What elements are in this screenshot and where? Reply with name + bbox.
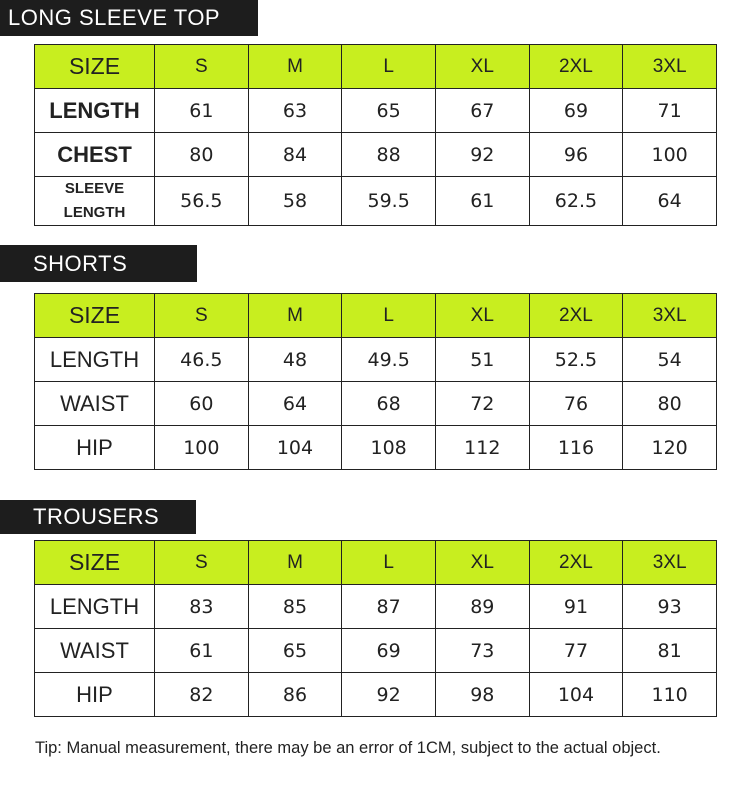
value-cell: 51: [435, 338, 529, 382]
value-cell: 85: [248, 585, 342, 629]
section-banner-long-sleeve-top: [0, 0, 258, 36]
section-title: SHORTS: [33, 250, 128, 276]
header-cell: 3XL: [623, 294, 717, 338]
table-row: [35, 673, 717, 717]
header-cell: M: [248, 45, 342, 89]
value-cell: 68: [342, 382, 436, 426]
value-cell: 49.5: [342, 338, 436, 382]
value-cell: 100: [623, 133, 717, 177]
header-cell: S: [155, 541, 249, 585]
value-cell: 56.5: [155, 177, 249, 226]
value-cell: 80: [155, 133, 249, 177]
value-cell: 72: [435, 382, 529, 426]
value-cell: 62.5: [529, 177, 623, 226]
table-row: [35, 89, 717, 133]
header-cell: SIZE: [35, 294, 155, 338]
table-row: [35, 133, 717, 177]
value-cell: 104: [529, 673, 623, 717]
value-cell: 52.5: [529, 338, 623, 382]
value-cell: 108: [342, 426, 436, 470]
row-label: CHEST: [35, 133, 155, 177]
value-cell: 76: [529, 382, 623, 426]
header-cell: 2XL: [529, 294, 623, 338]
value-cell: 92: [342, 673, 436, 717]
value-cell: 110: [623, 673, 717, 717]
header-cell: 3XL: [623, 45, 717, 89]
table-row: [35, 382, 717, 426]
header-cell: XL: [435, 541, 529, 585]
section-banner-shorts: [0, 245, 197, 282]
section-title: LONG SLEEVE TOP: [8, 5, 221, 30]
value-cell: 48: [248, 338, 342, 382]
size-table-long-sleeve-top: [34, 44, 717, 226]
row-label: LENGTH: [35, 338, 155, 382]
value-cell: 104: [248, 426, 342, 470]
size-table-trousers: [34, 540, 717, 717]
row-label: LENGTH: [35, 89, 155, 133]
value-cell: 64: [623, 177, 717, 226]
value-cell: 88: [342, 133, 436, 177]
header-cell: L: [342, 294, 436, 338]
value-cell: 98: [435, 673, 529, 717]
header-cell: M: [248, 541, 342, 585]
value-cell: 100: [155, 426, 249, 470]
header-cell: SIZE: [35, 45, 155, 89]
header-cell: 2XL: [529, 45, 623, 89]
value-cell: 89: [435, 585, 529, 629]
value-cell: 67: [435, 89, 529, 133]
row-label: HIP: [35, 426, 155, 470]
value-cell: 60: [155, 382, 249, 426]
value-cell: 77: [529, 629, 623, 673]
section-title: TROUSERS: [33, 504, 160, 529]
value-cell: 59.5: [342, 177, 436, 226]
row-label-line: SLEEVE: [64, 180, 125, 197]
header-cell: L: [342, 541, 436, 585]
table-row: [35, 585, 717, 629]
value-cell: 61: [155, 89, 249, 133]
measurement-tip: Tip: Manual measurement, there may be an error of 1CM, subject to the actual object.: [35, 739, 661, 757]
value-cell: 120: [623, 426, 717, 470]
header-cell: S: [155, 45, 249, 89]
value-cell: 81: [623, 629, 717, 673]
row-label: WAIST: [35, 629, 155, 673]
value-cell: 91: [529, 585, 623, 629]
value-cell: 93: [623, 585, 717, 629]
row-label-line: LENGTH: [63, 204, 126, 221]
value-cell: 112: [435, 426, 529, 470]
value-cell: 61: [435, 177, 529, 226]
header-cell: XL: [435, 45, 529, 89]
table-header-row: [35, 541, 717, 585]
value-cell: 69: [342, 629, 436, 673]
value-cell: 54: [623, 338, 717, 382]
header-cell: L: [342, 45, 436, 89]
table-header-row: [35, 294, 717, 338]
value-cell: 73: [435, 629, 529, 673]
value-cell: 86: [248, 673, 342, 717]
table-row: [35, 338, 717, 382]
value-cell: 83: [155, 585, 249, 629]
header-cell: S: [155, 294, 249, 338]
row-label: HIP: [35, 673, 155, 717]
value-cell: 46.5: [155, 338, 249, 382]
value-cell: 96: [529, 133, 623, 177]
value-cell: 58: [248, 177, 342, 226]
row-label: [35, 177, 155, 226]
header-cell: M: [248, 294, 342, 338]
value-cell: 82: [155, 673, 249, 717]
value-cell: 80: [623, 382, 717, 426]
value-cell: 61: [155, 629, 249, 673]
value-cell: 63: [248, 89, 342, 133]
value-cell: 64: [248, 382, 342, 426]
row-label: LENGTH: [35, 585, 155, 629]
size-table-shorts: [34, 293, 717, 470]
header-cell: XL: [435, 294, 529, 338]
value-cell: 116: [529, 426, 623, 470]
table-header-row: [35, 45, 717, 89]
value-cell: 65: [248, 629, 342, 673]
table-row: [35, 629, 717, 673]
header-cell: 3XL: [623, 541, 717, 585]
value-cell: 69: [529, 89, 623, 133]
value-cell: 71: [623, 89, 717, 133]
value-cell: 92: [435, 133, 529, 177]
table-row: [35, 426, 717, 470]
value-cell: 87: [342, 585, 436, 629]
section-banner-trousers: [0, 500, 196, 534]
value-cell: 65: [342, 89, 436, 133]
header-cell: 2XL: [529, 541, 623, 585]
header-cell: SIZE: [35, 541, 155, 585]
value-cell: 84: [248, 133, 342, 177]
table-row: [35, 177, 717, 226]
row-label: WAIST: [35, 382, 155, 426]
